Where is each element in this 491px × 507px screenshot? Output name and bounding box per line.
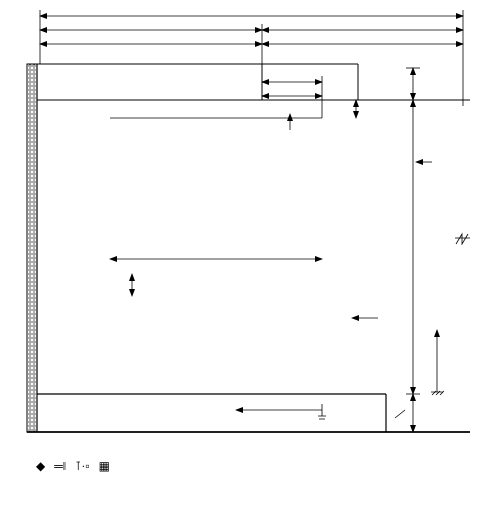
legend-strain-gauge-icon: ▦ [98,459,110,473]
legend-displacement-icon: ⊺·▫ [75,459,90,473]
legend-accelerometer-icon: ◆ [36,459,46,473]
legend [36,459,116,474]
eps-foam-board [27,64,37,432]
lr-dimension [110,259,322,296]
legend-pressure-cell-icon: ═‖ [54,459,67,473]
break-symbol [455,234,470,244]
model-box [27,64,470,432]
dimension-lines [40,10,463,432]
leader-arrows [290,114,432,418]
